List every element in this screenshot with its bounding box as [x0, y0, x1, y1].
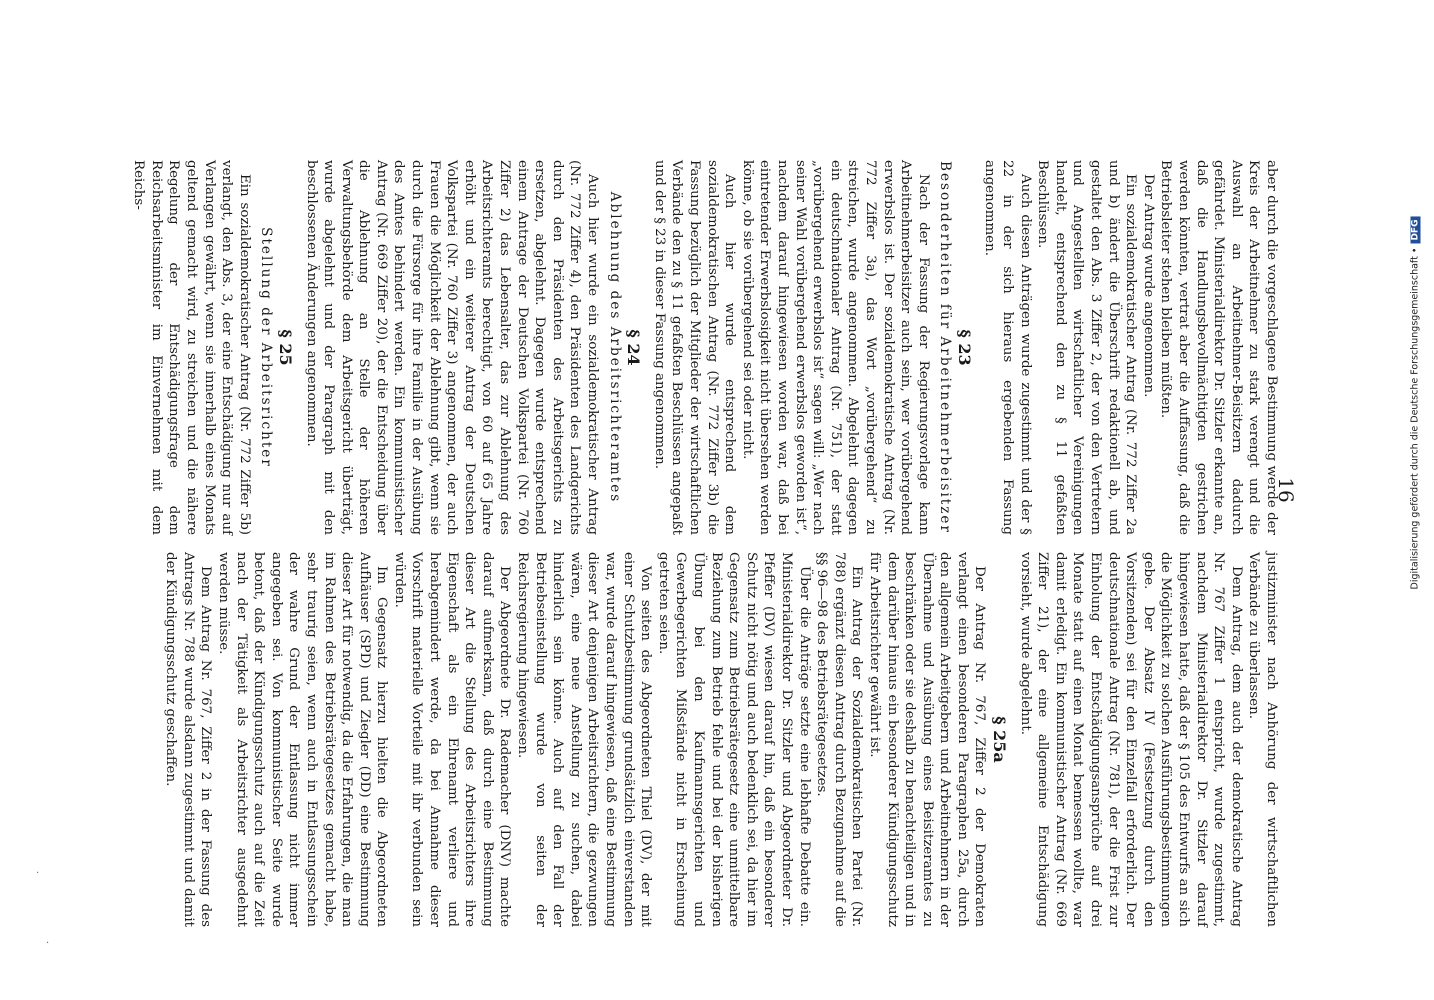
section-heading: § 25a: [990, 716, 1010, 763]
section-subheading: Besonderheiten für Arbeitnehmerbeisitzer: [937, 161, 954, 534]
paragraph: Nach der Fassung der Regierungsvorlage kann Arbeitnehmerbeisitzer auch sein, wer vorübergehend erwerbslos ist. Der sozialdemokratische Antrag (Nr. 772 Ziffer 3a), das Wort „vorübergehend“ zu streichen, wurde angenommen. Abgelehnt dagegen ein deutschnationaler Antrag (Nr. 751), der statt „vorübergehend erwerbslos ist“ sagen will: „Wer nach seiner Wahl vorübergehend erwerbslos geworden ist“, nachdem darauf hingewiesen worden war, daß bei eintretender Erwerbslosigkeit nicht übersehen werden könne, ob sie vorübergehend sei oder nicht.: [739, 160, 931, 535]
paragraph: Im Gegensatz hierzu hielten die Abgeordneten Aufhäuser (SPD) und Ziegler (DD) eine Bestimmung dieser Art für notwendig, da die Erfahrungen, die man im Rahmen des Betriebsrätegesetzes gemacht habe, sehr traurig seien, wenn auch in Entlassungsschein der wahre Grund der Entlassung nicht immer angegeben sei. Von kommunistischer Seite wurde betont, daß der Kündigungsschutz auch auf die Zeit nach der Tätigkeit als Arbeitsrichter ausgedehnt werden müsse.: [215, 552, 390, 927]
paragraph: Der Abgeordnete Dr. Rademacher (DNV) machte darauf aufmerksam, daß durch eine Bestimmung dieser Art die Stellung des Arbeitsrichters ihre Eigenschaft als ein Ehrenamt verliere und herabgemindert werde, da bei Annahme dieser Vorschrift materielle Vorteile mit ihr verbunden sein würden.: [391, 552, 513, 927]
section-subheading: Stellung der Arbeitsrichter: [258, 227, 275, 468]
paragraph: aber durch die vorgeschlagene Bestimmung werde der Kreis der Arbeitnehmer zu stark verengt und die Auswahl an Arbeitnehmer-Beisitzern dadurch gefährdet. Ministerialdirektor Dr. Sitzler erkannte an, daß die Handlungsbevollmächtigten gestrichen werden könnten, vertrat aber die Auffassung, daß die Betriebsleiter stehen bleiben müßten.: [1158, 160, 1279, 535]
page-number: 16: [1274, 477, 1298, 503]
scan-speck: ·: [46, 938, 50, 949]
paragraph: Auch diesen Anträgen wurde zugestimmt und der § 22 in der sich hieraus ergebenden Fassung angenommen.: [982, 160, 1033, 535]
funding-notice: Digitalisierung gefördert durch die Deutsche Forschungsgemeinschaft •: [1409, 247, 1421, 590]
paragraph: Ein sozialdemokratischer Antrag (Nr. 772 Ziffer 2a und b) ändert die Überschrift redaktionell ab, und gestaltet den Abs. 3 Ziffer 2, der von den Vertretern und Angestellten wirtschaftlicher Vereinigungen handelt, entsprechend den zu § 11 gefaßten Beschlüssen.: [1035, 160, 1139, 535]
paragraph: Ein sozialdemokratischer Antrag (Nr. 772 Ziffer 5b) verlangt, den Abs. 3, der eine Entschädigung nur auf Verlangen gewährt, wenn sie innerhalb eines Monats geltend gemacht wird, zu streichen und die nähere Regelung der Entschädigungsfrage dem Reichsarbeitsminister im Einvernehmen mit dem Reichs-: [131, 160, 252, 535]
scan-speck: ·: [36, 868, 40, 879]
digitization-sidebar: [1404, 8, 1426, 798]
paragraph: Der Antrag wurde angenommen.: [1140, 174, 1156, 398]
paragraph: Auch hier wurde ein sozialdemokratischer Antrag (Nr. 772 Ziffer 4), den Präsidenten des Landgerichts durch den Präsidenten des Arbeitsgerichts zu ersetzen, abgelehnt. Dagegen wurde entsprechend einem Antrage der Deutschen Volkspartei (Nr. 760 Ziffer 2) das Lebensalter, das zur Ablehnung des Arbeitsrichteramts berechtigt, von 60 auf 65 Jahre erhöht und ein weiterer Antrag der Deutschen Volkspartei (Nr. 760 Ziffer 3) angenommen, der auch Frauen die Möglichkeit der Ablehnung gibt, wenn sie durch die Fürsorge für ihre Familie in der Ausübung des Amtes behindert werden. Ein kommunistischer Antrag (Nr. 669 Ziffer 20), der die Entscheidung über die Ablehnung an Stelle der höheren Verwaltungsbehörde dem Arbeitsgericht überträgt, wurde abgelehnt und der Paragraph mit den beschlossenen Änderungen angenommen.: [303, 160, 601, 535]
paragraph: Dem Antrag Nr. 767, Ziffer 2 in der Fassung des Antrags Nr. 788 wurde alsdann zugestimmt und damit der Kündigungsschutz geschaffen.: [163, 552, 214, 927]
paragraph: Dem Antrag, dem auch der demokratische Antrag Nr. 767 Ziffer 1 entspricht, wurde zugestimmt, nachdem Ministerialdirektor Dr. Sitzler darauf hingewiesen hatte, daß der § 105 des Entwurfs an sich die Möglichkeit zu solchen Ausführungsbestimmungen gebe. Der Absatz IV (Festsetzung durch den Vorsitzenden) sei für den Einzelfall erforderlich. Der deutschnationale Antrag (Nr. 781), der die Frist zur Einholung der Entschädigungsansprüche auf drei Monate statt auf einen Monat bemessen wollte, war damit erledigt. Ein kommunistischer Antrag (Nr. 669 Ziffer 21), der eine allgemeine Entschädigung vorsieht, wurde abgelehnt.: [1017, 552, 1244, 927]
paragraph: justizminister nach Anhörung der wirtschaftlichen Verbände zu überlassen.: [1246, 552, 1279, 927]
section-heading: § 24: [624, 329, 644, 366]
paragraph: Ein Antrag der Sozialdemokratischen Partei (Nr. 788) ergänzt diesen Antrag durch Bezugnahme auf die §§ 96—98 des Betriebsrätegesetzes.: [814, 552, 865, 927]
paragraph: Von seiten des Abgeordneten Thiel (DV), der mit einer Schutzbestimmung grundsätzlich einverstanden war, wurde darauf hingewiesen, daß eine Bestimmung dieser Art denjenigen Arbeitsrichtern, die gezwungen wären, eine neue Anstellung zu suchen, dabei hinderlich sein könne. Auch auf den Fall der Betriebseinstellung wurde von seiten der Reichsregierung hingewiesen.: [515, 552, 654, 927]
paragraph: Über die Anträge setzte eine lebhafte Debatte ein. Ministerialdirektor Dr. Sitzler und Abgeordneter Dr. Pfeffer (DV) wiesen darauf hin, daß ein besonderer Schutz nicht nötig und auch bedenklich sei, da hier im Gegensatz zum Betriebsrätegesetz eine unmittelbare Beziehung zum Betrieb fehle und bei der bisherigen Übung bei den Kaufmannsgerichten und Gewerbegerichten Mißstände nicht in Erscheinung getreten seien.: [655, 552, 812, 927]
section-heading: § 25: [275, 329, 295, 366]
left-column: [130, 160, 1280, 535]
right-column: [162, 552, 1280, 927]
section-subheading: Ablehnung des Arbeitsrichteramtes: [606, 191, 623, 504]
section-heading: § 23: [954, 329, 974, 366]
document-page: [40, 40, 1350, 940]
dfg-logo: DFG: [1411, 217, 1421, 244]
digitization-note: [1410, 217, 1421, 590]
paragraph: Auch hier wurde entsprechend dem sozialdemokratischen Antrag (Nr. 772 Ziffer 3b) die Fassung bezüglich der Mitglieder der wirtschaftlichen Verbände den zu § 11 gefaßten Beschlüssen angepaßt und der § 23 in dieser Fassung angenommen.: [651, 160, 738, 535]
paragraph: Der Antrag Nr. 767, Ziffer 2 der Demokraten verlangt einen besonderen Paragraphen 25a, durch den allgemein Arbeitgebern und Arbeitnehmern in der Übernahme und Ausübung eines Beisitzeramtes zu beschränken oder sie deshalb zu benachteiligen und in dem darüber hinaus ein besonderer Kündigungsschutz für Arbeitsrichter gewährt ist.: [866, 552, 988, 927]
